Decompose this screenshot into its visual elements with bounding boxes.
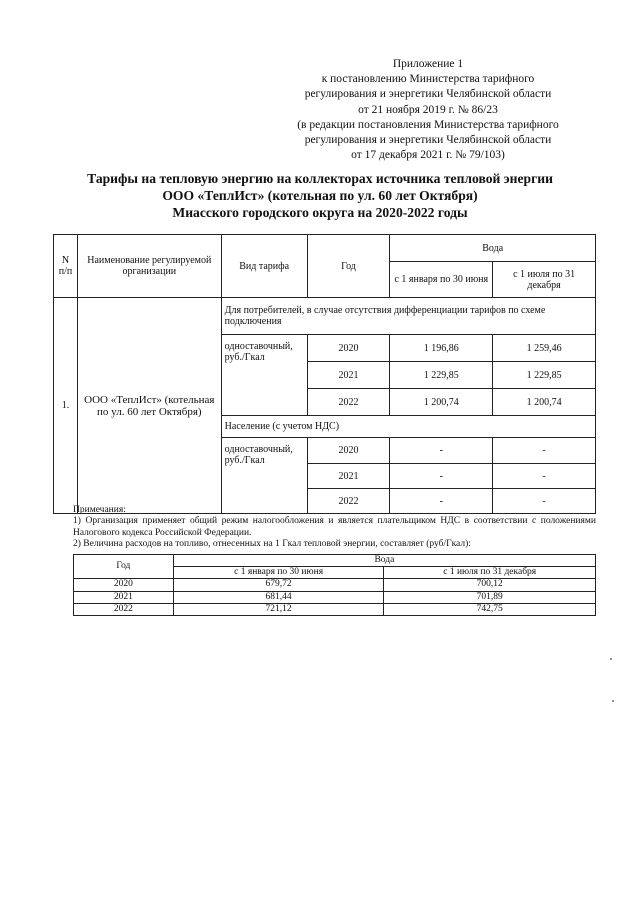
row-number: 1. [54,298,78,514]
value-cell: - [493,438,596,464]
value-cell: 1 229,85 [493,362,596,389]
year-cell: 2021 [307,362,390,389]
value-cell: - [390,464,493,489]
header-num: N п/п [54,235,78,298]
tariff-type: одноставочный, руб./Гкал [221,335,307,416]
fuel-header-water: Вода [173,555,595,567]
header-org: Наименование регулируемой организации [77,235,221,298]
header-line: Приложение 1 [392,58,464,70]
value-cell: 1 200,74 [390,389,493,416]
value-cell: - [493,464,596,489]
value-cell: 1 229,85 [390,362,493,389]
appendix-header [268,57,588,163]
title-line: Миасского городского округа на 2020-2022 годы [172,205,468,220]
value-cell: 1 196,86 [390,335,493,362]
header-tariff-type: Вид тарифа [221,235,307,298]
header-period2: с 1 июля по 31 декабря [493,262,596,298]
org-name: ООО «ТеплИст» (котельная по ул. 60 лет Октября) [77,298,221,514]
fuel-value-cell: 721,12 [173,603,384,615]
fuel-value-cell: 681,44 [173,591,384,603]
fuel-header-period2: с 1 июля по 31 декабря [384,567,596,579]
header-water: Вода [390,235,596,262]
section-label: Население (с учетом НДС) [221,416,595,438]
value-cell: 1 259,46 [493,335,596,362]
scan-speck [610,658,612,660]
fuel-value-cell: 700,12 [384,579,596,591]
fuel-header-period1: с 1 января по 30 июня [173,567,384,579]
year-cell: 2022 [307,389,390,416]
header-line: регулирования и энергетики Челябинской области [304,88,552,101]
header-line: (в редакции постановления Министерства тарифного [297,118,559,131]
note-1: 1) Организация применяет общий режим налогообложения и является плательщиком НДС в соответствии с положениями Налогового кодекса Российской Федерации. [73,516,596,538]
title-line: Тарифы на тепловую энергию на коллекторах источника тепловой энергии [87,171,553,186]
year-cell: 2022 [307,489,390,514]
fuel-header-year: Год [74,555,174,579]
notes [73,505,596,551]
fuel-value-cell: 701,89 [384,591,596,603]
tariff-table [53,234,596,514]
scan-speck [612,700,614,702]
value-cell: 1 200,74 [493,389,596,416]
notes-heading: Примечания: [73,505,126,515]
header-line: от 17 декабря 2021 г. № 79/103) [351,149,505,162]
fuel-value-cell: 679,72 [173,579,384,591]
fuel-value-cell: 742,75 [384,603,596,615]
document-title [40,170,600,221]
header-period1: с 1 января по 30 июня [390,262,493,298]
fuel-cost-table [73,554,596,616]
fuel-year-cell: 2022 [74,603,174,615]
note-2: 2) Величина расходов на топливо, отнесенных на 1 Гкал тепловой энергии, составляет (руб/Гкал): [73,539,471,550]
title-line: ООО «ТеплИст» (котельная по ул. 60 лет Октября) [162,188,478,203]
fuel-year-cell: 2021 [74,591,174,603]
section-label: Для потребителей, в случае отсутствия дифференциации тарифов по схеме подключения [221,298,595,335]
header-line: от 21 ноября 2019 г. № 86/23 [358,103,498,116]
header-line: регулирования и энергетики Челябинской области [304,134,552,147]
value-cell: - [493,489,596,514]
year-cell: 2021 [307,464,390,489]
fuel-year-cell: 2020 [74,579,174,591]
header-year: Год [307,235,390,298]
value-cell: - [390,489,493,514]
year-cell: 2020 [307,438,390,464]
value-cell: - [390,438,493,464]
header-line: к постановлению Министерства тарифного [321,73,535,86]
tariff-type: одноставочный, руб./Гкал [221,438,307,514]
year-cell: 2020 [307,335,390,362]
